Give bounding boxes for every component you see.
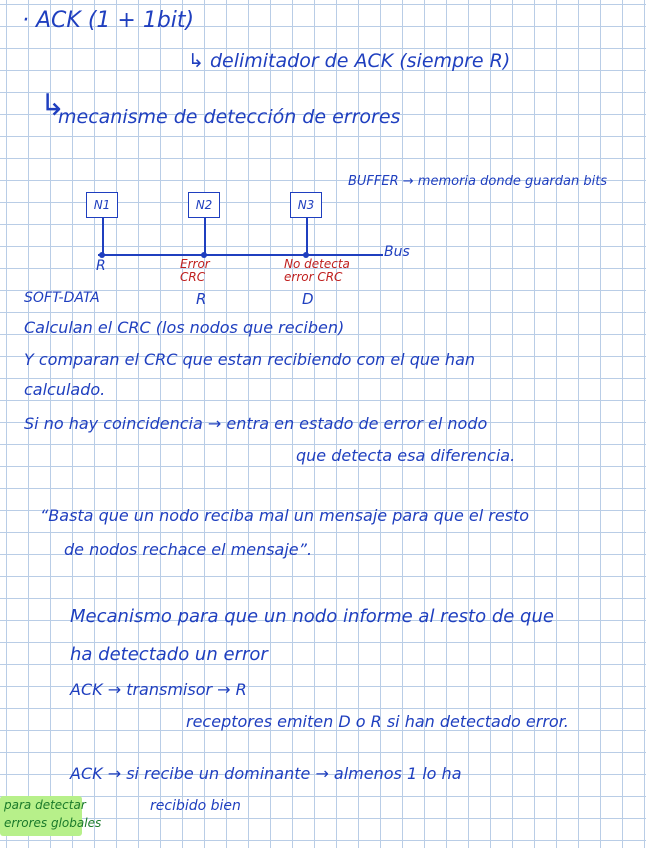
- comparan-line: Y comparan el CRC que estan recibiendo con el que han: [24, 350, 476, 369]
- bus-line: [98, 254, 383, 256]
- quote-line-2: de nodos rechace el mensaje”.: [64, 540, 313, 559]
- buffer-note: BUFFER → memoria donde guardan bits: [348, 174, 608, 189]
- calc-line: Calculan el CRC (los nodos que reciben): [24, 318, 345, 337]
- soft-data-r: R: [196, 290, 207, 308]
- mecanismo-line: Mecanismo para que un nodo informe al resto de que: [70, 606, 554, 627]
- n1-stub: [102, 218, 104, 255]
- ack-heading: · ACK (1 + 1bit): [22, 8, 195, 33]
- node-n1: N1: [86, 192, 118, 218]
- receptores-line: receptores emiten D o R si han detectado error.: [186, 712, 569, 731]
- node-n2: N2: [188, 192, 220, 218]
- arrow-bracket: ↳: [40, 88, 66, 123]
- side-note-line-1: para detectar: [4, 798, 86, 812]
- ack-transmisor-line: ACK → transmisor → R: [70, 680, 247, 699]
- que-detecta-line: que detecta esa diferencia.: [296, 446, 516, 465]
- recibido-line: recibido bien: [150, 798, 241, 814]
- soft-data-label: SOFT-DATA: [24, 290, 100, 306]
- n2-stub: [204, 218, 206, 255]
- si-no-line: Si no hay coincidencia → entra en estado de error el nodo: [24, 414, 488, 433]
- detectado-line: ha detectado un error: [70, 644, 268, 665]
- side-note-line-2: errores globales: [4, 816, 102, 830]
- calculado-line: calculado.: [24, 380, 106, 399]
- n2-error-crc: Error CRC: [180, 257, 210, 284]
- n3-stub: [306, 218, 308, 255]
- ack-delimiter-note: ↳ delimitador de ACK (siempre R): [188, 50, 511, 72]
- soft-data-d: D: [302, 290, 314, 308]
- error-detection-line: mecanisme de detección de errores: [58, 106, 401, 128]
- ack-dominante-line: ACK → si recibe un dominante → almenos 1 lo ha: [70, 764, 462, 783]
- quote-line-1: “Basta que un nodo reciba mal un mensaje para que el resto: [40, 506, 530, 525]
- n1-r-label: R: [96, 258, 106, 274]
- n3-no-detecta: No detecta error CRC: [284, 257, 350, 284]
- node-n3: N3: [290, 192, 322, 218]
- bus-label: Bus: [384, 244, 410, 260]
